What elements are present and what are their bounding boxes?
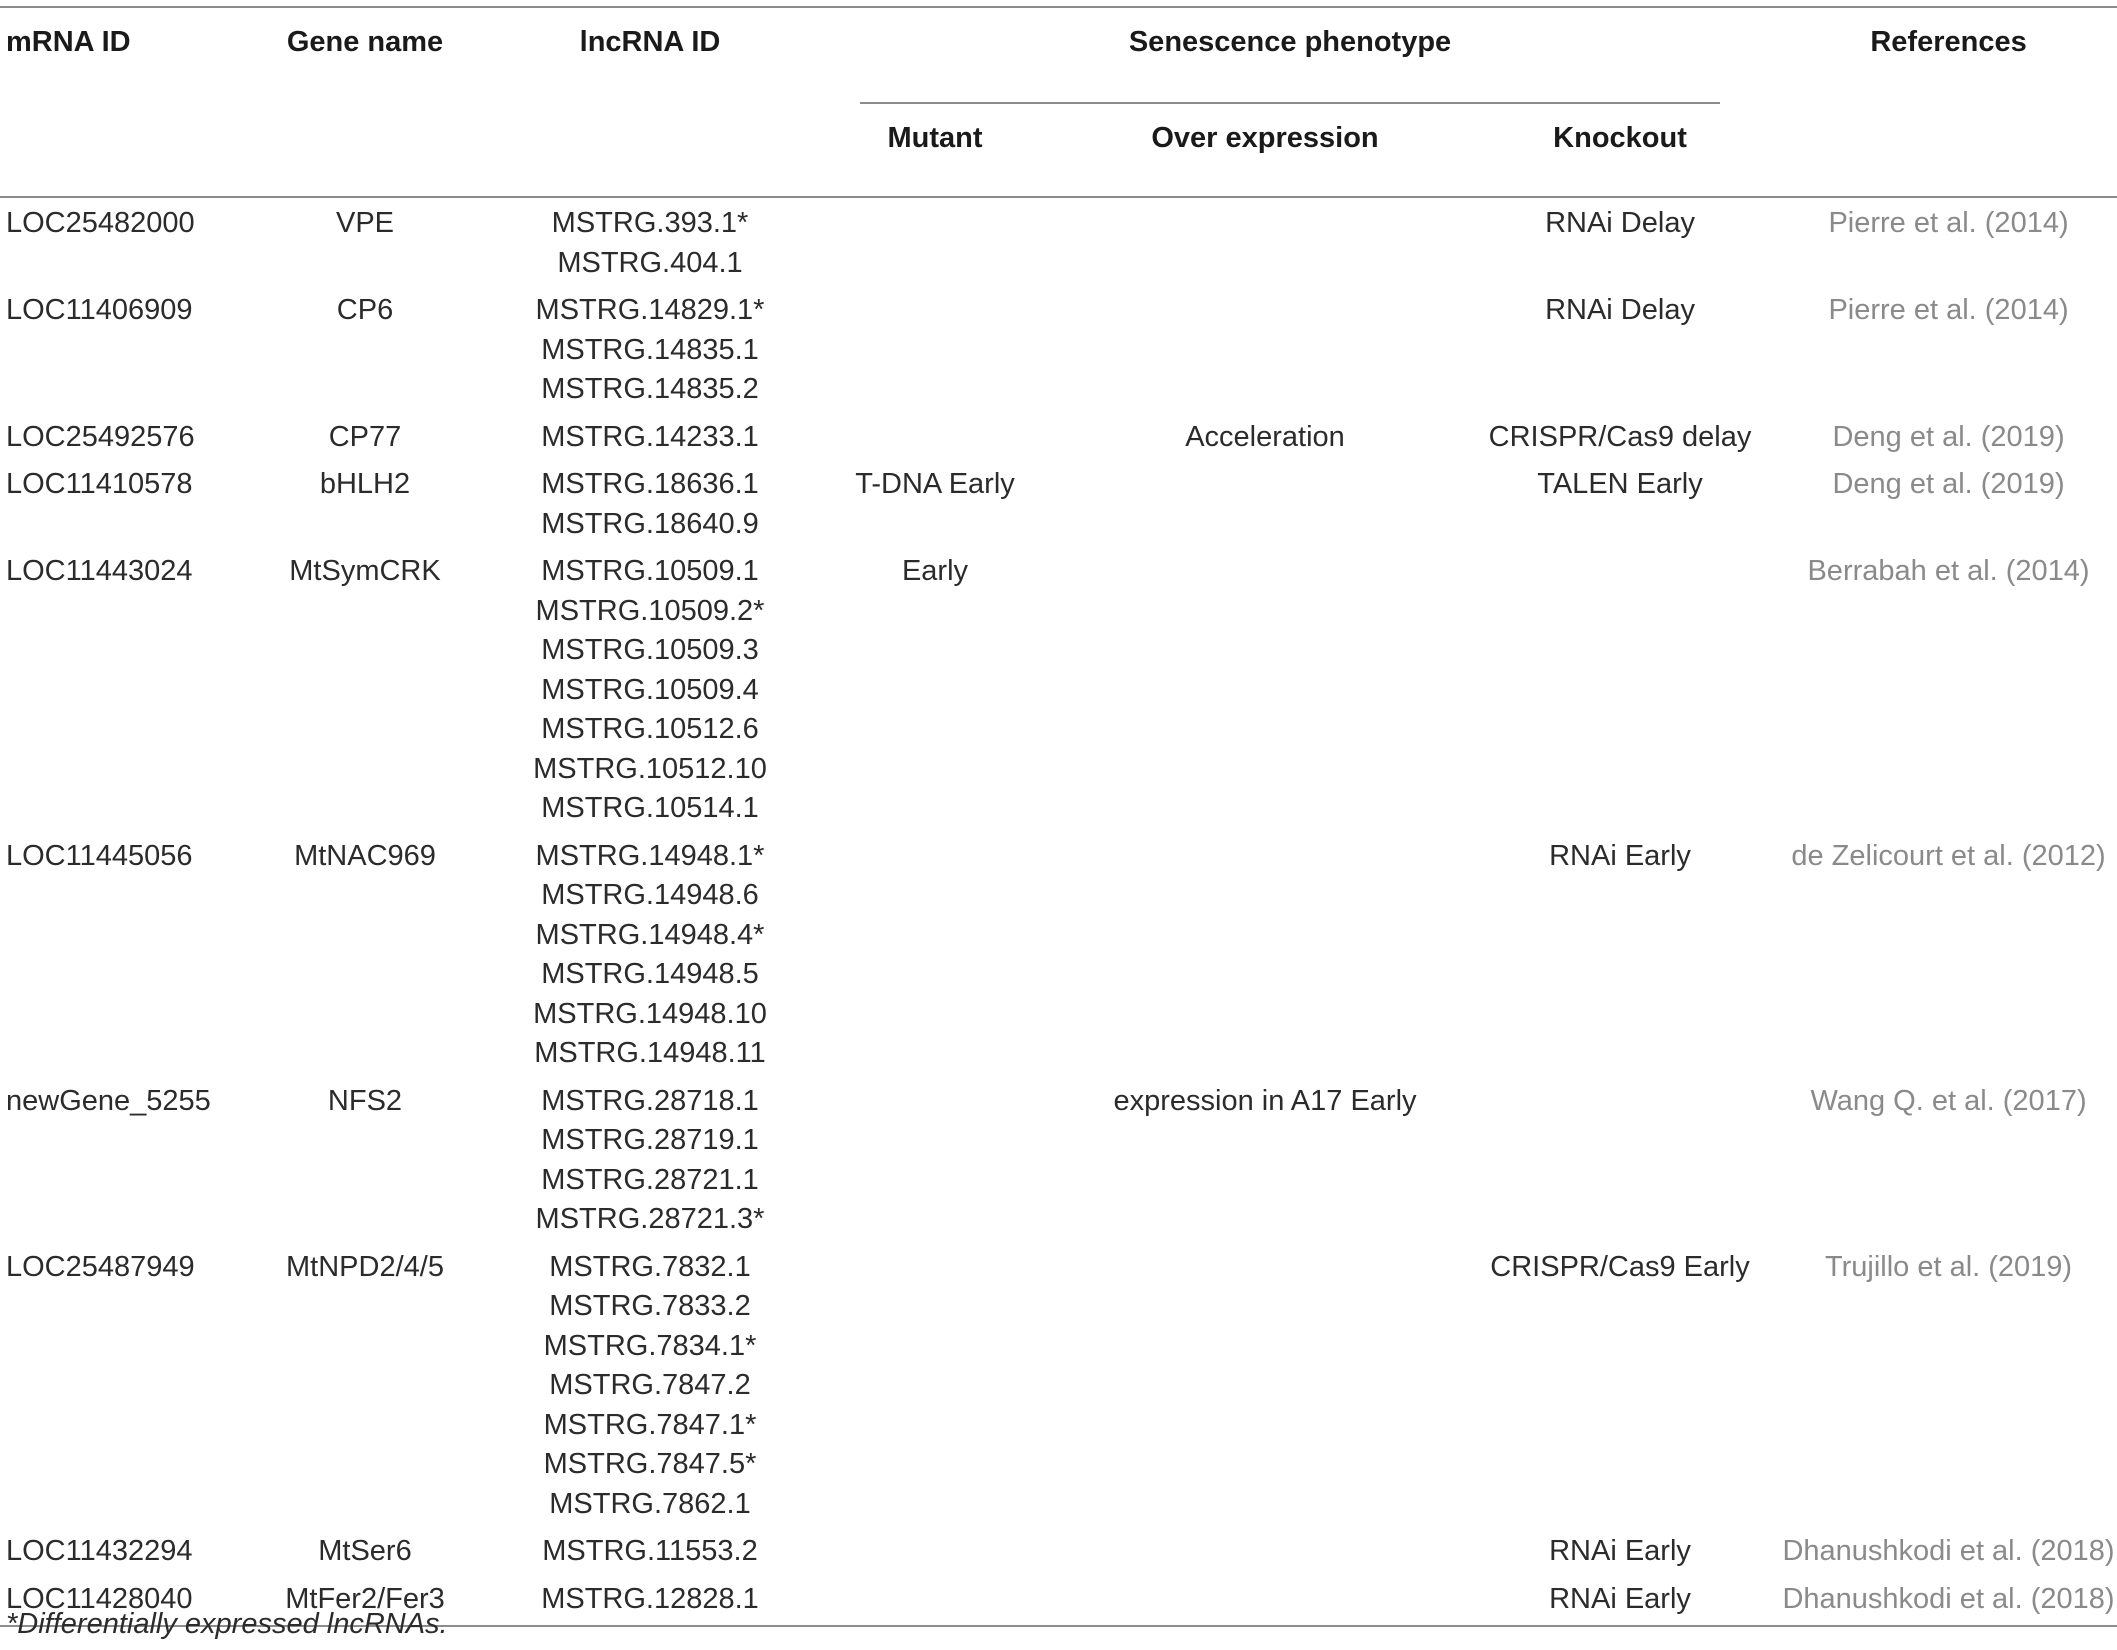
cell-knockout [1460,546,1780,831]
cell-mutant: Early [901,555,969,587]
cell-reference: Pierre et al. (2014) [1828,207,2069,239]
lncrna-id: MSTRG.14948.5 [541,958,759,990]
cell-mutant [800,831,1070,1076]
cell-lncrna-ids [500,1076,800,1242]
cell-lncrna-ids [500,285,800,412]
cell-over-expression: expression in A17 Early [1113,1084,1417,1117]
lncrna-id: MSTRG.12828.1 [541,1582,759,1615]
lncrna-id: MSTRG.14829.1* [535,294,765,326]
cell-mutant [800,1242,1070,1527]
cell-knockout: TALEN Early [1537,468,1703,500]
lncrna-id: MSTRG.28719.1 [541,1124,759,1156]
lncrna-id: MSTRG.7833.2 [549,1290,751,1322]
cell-gene-name: MtSer6 [318,1535,412,1567]
cell-mrna-id: LOC11428040 [6,1582,193,1615]
header-references: References [1870,26,2027,58]
cell-reference: Trujillo et al. (2019) [1824,1250,2073,1283]
cell-mrna-id: LOC11443024 [6,555,193,587]
cell-mrna-id: LOC25487949 [6,1250,195,1283]
cell-mrna-id: LOC11410578 [6,468,193,500]
cell-knockout: RNAi Delay [1545,294,1695,326]
cell-over-expression: Acceleration [1185,420,1345,453]
header-knockout: Knockout [1553,122,1687,154]
cell-reference: Dhanushkodi et al. (2018) [1782,1535,2115,1567]
cell-reference: Deng et al. (2019) [1832,420,2065,453]
header-senescence-phenotype [800,7,1780,104]
table-row [0,831,2117,1076]
table-row [0,1526,2117,1574]
lncrna-id: MSTRG.28718.1 [541,1084,759,1117]
cell-lncrna-ids [500,1526,800,1574]
lncrna-id: MSTRG.28721.3* [535,1203,765,1235]
cell-over-expression [1070,546,1460,831]
cell-mrna-id: LOC25492576 [6,420,195,453]
cell-reference: Berrabah et al. (2014) [1807,555,2090,587]
cell-over-expression [1070,1242,1460,1527]
cell-mutant [800,1526,1070,1574]
table-row [0,459,2117,546]
cell-reference: Deng et al. (2019) [1832,468,2065,500]
cell-mutant [800,412,1070,460]
cell-mrna-id: LOC25482000 [6,207,195,239]
table-row [0,546,2117,831]
cell-reference: Dhanushkodi et al. (2018) [1782,1582,2115,1615]
cell-mutant [800,197,1070,285]
lncrna-id: MSTRG.14948.6 [541,879,759,911]
cell-knockout: RNAi Early [1549,1535,1691,1567]
cell-gene-name: MtNPD2/4/5 [286,1250,444,1283]
cell-gene-name: NFS2 [327,1084,403,1117]
lncrna-id: MSTRG.7847.1* [543,1408,757,1441]
table-row [0,412,2117,460]
lncrna-id: MSTRG.404.1 [557,246,743,279]
cell-knockout: CRISPR/Cas9 delay [1488,420,1752,453]
header-gene-name: Gene name [286,26,444,58]
lncrna-id: MSTRG.10512.6 [541,713,759,745]
cell-mutant [800,1076,1070,1242]
lncrna-id: MSTRG.28721.1 [541,1163,759,1196]
senescence-table [0,6,2117,1627]
cell-lncrna-ids [500,459,800,546]
lncrna-id: MSTRG.7862.1 [549,1487,751,1520]
lncrna-id: MSTRG.14948.4* [535,918,765,951]
cell-lncrna-ids [500,412,800,460]
lncrna-id: MSTRG.7847.2 [549,1369,751,1401]
lncrna-id: MSTRG.10509.3 [541,634,759,666]
lncrna-id: MSTRG.10509.4 [541,673,759,706]
lncrna-id: MSTRG.7834.1* [543,1329,757,1362]
cell-mutant [800,1574,1070,1627]
cell-knockout: RNAi Delay [1545,207,1695,239]
cell-reference: Wang Q. et al. (2017) [1810,1084,2087,1117]
cell-mrna-id: LOC11406909 [6,294,193,326]
lncrna-id: MSTRG.10514.1 [541,792,759,824]
cell-knockout: RNAi Early [1549,1582,1691,1615]
cell-over-expression [1070,831,1460,1076]
cell-mutant: T-DNA Early [855,468,1015,500]
cell-over-expression [1070,1526,1460,1574]
lncrna-id: MSTRG.393.1* [551,207,749,239]
cell-lncrna-ids [500,1242,800,1527]
lncrna-id: MSTRG.11553.2 [542,1535,758,1567]
cell-over-expression [1070,285,1460,412]
cell-gene-name: MtSymCRK [289,555,441,587]
cell-knockout [1460,1076,1780,1242]
cell-knockout: CRISPR/Cas9 Early [1490,1250,1750,1283]
header-over-expression: Over expression [1151,122,1379,154]
lncrna-id: MSTRG.18640.9 [541,507,759,540]
lncrna-id: MSTRG.14948.10 [533,997,767,1030]
lncrna-id: MSTRG.14233.1 [541,420,759,453]
header-lncrna-id: lncRNA ID [579,26,721,58]
lncrna-id: MSTRG.7832.1 [549,1250,751,1283]
header-senescence-phenotype-label: Senescence phenotype [1128,26,1452,58]
lncrna-id: MSTRG.10512.10 [533,752,767,785]
cell-reference: de Zelicourt et al. (2012) [1791,839,2106,872]
cell-over-expression [1070,459,1460,546]
cell-mutant [800,285,1070,412]
table-row [0,197,2117,285]
cell-mrna-id: LOC11445056 [6,839,193,872]
table-row [0,1076,2117,1242]
lncrna-id: MSTRG.7847.5* [543,1448,757,1480]
cell-reference: Pierre et al. (2014) [1828,294,2069,326]
cell-lncrna-ids [500,1574,800,1627]
lncrna-id: MSTRG.14948.11 [534,1037,766,1069]
lncrna-id: MSTRG.18636.1 [541,468,759,500]
cell-gene-name: MtFer2/Fer3 [285,1582,445,1615]
table-row [0,285,2117,412]
cell-over-expression [1070,197,1460,285]
table-body [0,197,2117,1626]
cell-mrna-id: LOC11432294 [6,1535,193,1567]
header-mrna-id: mRNA ID [6,26,131,58]
table-header [0,7,2117,197]
lncrna-id: MSTRG.10509.2* [535,594,765,627]
cell-mrna-id: newGene_5255 [6,1084,211,1117]
cell-knockout: RNAi Early [1549,839,1691,872]
lncrna-id: MSTRG.10509.1 [541,555,759,587]
cell-gene-name: CP6 [336,294,394,326]
cell-lncrna-ids [500,546,800,831]
cell-gene-name: VPE [335,207,395,239]
cell-lncrna-ids [500,197,800,285]
table-footnote: *Differentially expressed lncRNAs. [6,1608,448,1640]
lncrna-id: MSTRG.14835.1 [541,333,759,366]
header-mutant: Mutant [887,122,983,154]
cell-gene-name: MtNAC969 [294,839,436,872]
cell-gene-name: CP77 [328,420,402,453]
lncrna-id: MSTRG.14835.2 [541,373,759,405]
cell-lncrna-ids [500,831,800,1076]
cell-over-expression [1070,1574,1460,1627]
cell-gene-name: bHLH2 [319,468,411,500]
lncrna-id: MSTRG.14948.1* [535,839,765,872]
table-row [0,1242,2117,1527]
group-divider [860,102,1720,104]
